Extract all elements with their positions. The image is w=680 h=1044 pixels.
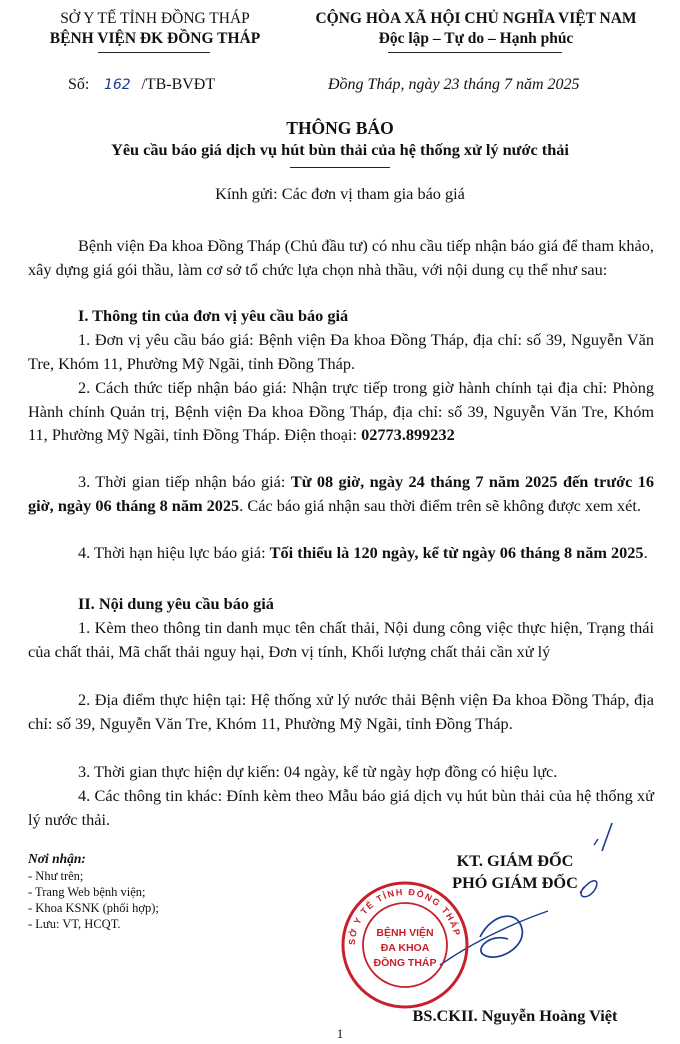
header-right-underline — [388, 52, 562, 53]
notice-title: THÔNG BÁO — [286, 118, 394, 138]
section2-heading: II. Nội dung yêu cầu báo giá — [78, 594, 274, 613]
hospital-name: BỆNH VIỆN ĐK ĐỒNG THÁP — [49, 30, 261, 47]
stamp-ring-text: SỞ Y TẾ TỈNH ĐỒNG THÁP — [346, 886, 463, 946]
recipients-block — [28, 850, 248, 932]
section1-item3: 3. Thời gian tiếp nhận báo giá: Từ 08 giờ, ngày 24 tháng 7 năm 2025 đến trước 16 giờ, ngày 06 tháng 8 năm 2025. Các báo giá nhận sau thời điểm trên sẽ không được xem xét. — [28, 472, 654, 515]
official-stamp — [340, 880, 470, 1010]
signature-line1: KT. GIÁM ĐỐC — [456, 851, 574, 870]
national-motto: Độc lập – Tự do – Hạnh phúc — [378, 30, 574, 47]
header-left — [20, 9, 290, 49]
stamp-line: BỆNH VIỆN — [376, 927, 434, 939]
recipient-item: - Khoa KSNK (phối hợp); — [28, 901, 159, 915]
header-left-underline — [98, 52, 210, 53]
section2-item2: 2. Địa điểm thực hiện tại: Hệ thống xử lý nước thải Bệnh viện Đa khoa Đồng Tháp, địa chỉ: số 39, Nguyễn Văn Tre, Khóm 11, Phường Mỹ Ngãi, tỉnh Đồng Tháp. — [28, 690, 654, 733]
title-underline — [290, 167, 390, 168]
section1-item4: 4. Thời hạn hiệu lực báo giá: Tối thiểu là 120 ngày, kể từ ngày 06 tháng 8 năm 2025. — [78, 543, 648, 562]
section1-item1: 1. Đơn vị yêu cầu báo giá: Bệnh viện Đa khoa Đồng Tháp, địa chỉ: số 39, Nguyễn Văn Tre, Khóm 11, Phường Mỹ Ngãi, tỉnh Đồng Tháp. — [28, 330, 654, 373]
national-title: CỘNG HÒA XÃ HỘI CHỦ NGHĨA VIỆT NAM — [315, 10, 637, 27]
section2-item1: 1. Kèm theo thông tin danh mục tên chất thải, Nội dung công việc thực hiện, Trạng thái của chất thải, Mã chất thải nguy hại, Đơn vị tính, Khối lượng chất thải cần xử lý — [28, 618, 654, 661]
document-date: Đồng Tháp, ngày 23 tháng 7 năm 2025 — [328, 76, 580, 93]
header-right — [282, 9, 670, 49]
recipient-item: - Như trên; — [28, 869, 84, 883]
section2-item4: 4. Các thông tin khác: Đính kèm theo Mẫu báo giá dịch vụ hút bùn thải của hệ thống xử lý nước thải. — [28, 786, 654, 829]
recipients-heading: Nơi nhận: — [28, 851, 86, 866]
agency-name: SỞ Y TẾ TỈNH ĐỒNG THÁP — [60, 10, 250, 27]
signature-line2: PHÓ GIÁM ĐỐC — [452, 873, 578, 892]
signer-name: BS.CKII. Nguyễn Hoàng Việt — [412, 1006, 618, 1025]
recipient-item: - Trang Web bệnh viện; — [28, 885, 146, 899]
stamp-line: ĐA KHOA — [380, 942, 430, 954]
notice-subtitle: Yêu cầu báo giá dịch vụ hút bùn thải của hệ thống xử lý nước thải — [111, 140, 569, 159]
phone-number: 02773.899232 — [361, 425, 455, 445]
stamp-line: ĐỒNG THÁP — [373, 957, 437, 969]
handwritten-number: 162 — [103, 77, 131, 93]
section1-item2: 2. Cách thức tiếp nhận báo giá: Nhận trực tiếp trong giờ hành chính tại địa chỉ: Phòng Hành chính Quản trị, Bệnh viện Đa khoa Đồng Tháp, địa chỉ: số 39, Nguyễn Văn Tre, Khóm 11, Phường Mỹ Ngãi, tỉnh Đồng Tháp. Điện thoại: 02773.899232 — [28, 378, 654, 445]
page-number: 1 — [336, 1026, 344, 1041]
section1-heading: I. Thông tin của đơn vị yêu cầu báo giá — [78, 306, 349, 325]
document-number: Số: 162 /TB-BVĐT — [68, 76, 216, 93]
recipient-item: - Lưu: VT, HCQT. — [28, 917, 121, 931]
greeting: Kính gửi: Các đơn vị tham gia báo giá — [215, 184, 465, 203]
intro-paragraph: Bệnh viện Đa khoa Đồng Tháp (Chủ đầu tư) có nhu cầu tiếp nhận báo giá để tham khảo, xây dựng giá gói thầu, làm cơ sở tổ chức lựa chọn nhà thầu, với nội dung cụ thể như sau: — [28, 236, 654, 279]
section2-item3: 3. Thời gian thực hiện dự kiến: 04 ngày, kể từ ngày hợp đồng có hiệu lực. — [78, 762, 558, 781]
